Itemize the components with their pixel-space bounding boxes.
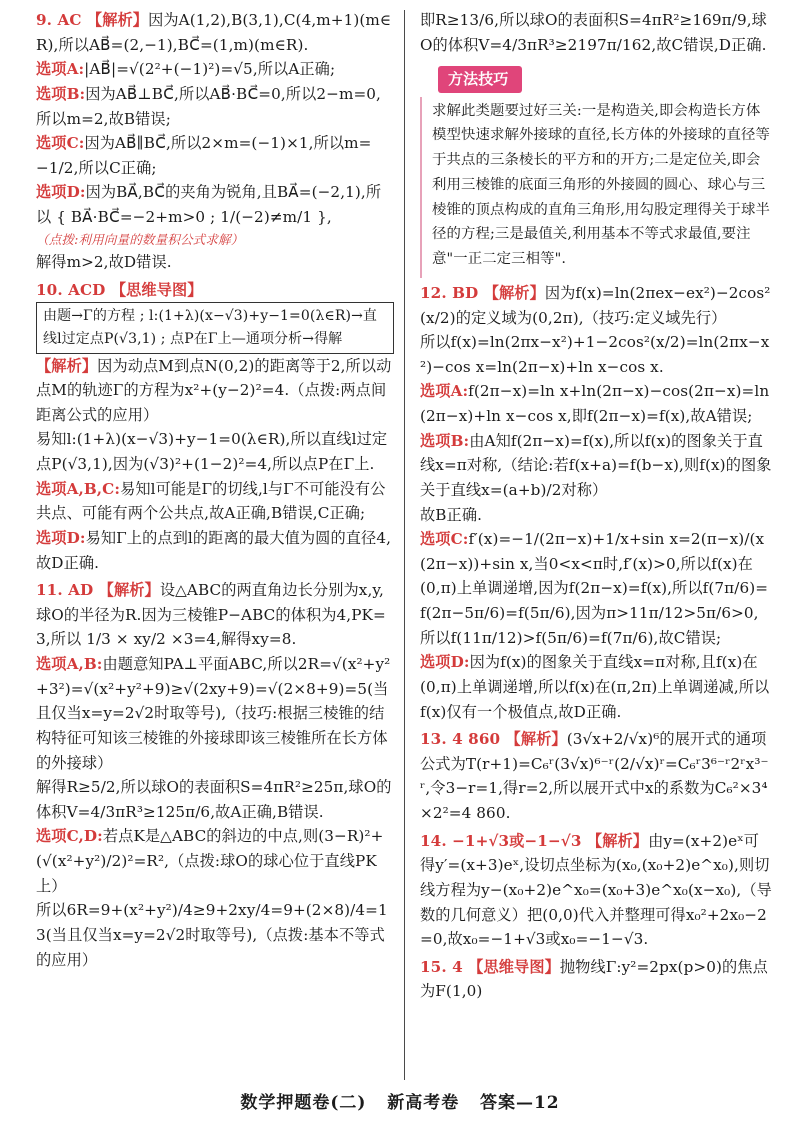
q10-optABC-label: 选项A,B,C: — [36, 479, 121, 498]
q10-analysis-label: 【解析】 — [36, 356, 98, 375]
q10-mindmap: 由题→Γ的方程 ; l:(1+λ)(x−√3)+y−1=0(λ∈R)→直线l过定点P(√3,1) ; 点P在Γ上—通项分析→得解 — [36, 302, 394, 353]
q11-cd-derivation: 所以6R=9+(x²+y²)/4≥9+2xy/4=9+(2×8)/4=13(当且仅当x=y=2√2时取等号),（点拨:基本不等式的应用） — [36, 901, 388, 969]
q12-optA-text: f(2π−x)=ln x+ln(2π−x)−cos(2π−x)=ln(2π−x)+ln x−cos x,即f(2π−x)=f(x),故A错误; — [420, 382, 770, 426]
q9-text: 因为A(1,2),B(3,1),C(4,m+1)(m∈R),所以AB⃗=(2,−1),BC⃗=(1,m)(m∈R). — [36, 11, 392, 54]
footer-page-number: 答案—12 — [479, 1093, 560, 1113]
q10-analysis-text: 因为动点M到点N(0,2)的距离等于2,所以动点M的轨迹Γ的方程为x²+(y−2)²=4.（点拨:两点间距离公式的应用） — [36, 356, 392, 424]
q12-text: 因为f(x)=ln(2πex−ex²)−2cos²(x/2)的定义域为(0,2π),（技巧:定义域先行） — [420, 283, 771, 327]
method-tips-text: 求解此类题要过好三关:一是构造关,即会构造长方体模型快速求解外接球的直径,长方体的外接球的直径等于共点的三条棱长的平方和的开方;二是定位关,即会利用三棱锥的底面三角形的外接圆的圆心、球心与三棱锥的顶点构成的直角三角形,用勾股定理得关于球半径的方程;三是最值关,利用基本不等式求最值,要注意"一正二定三相等". — [432, 102, 770, 268]
q14-block — [420, 829, 772, 952]
q11-optAB-label: 选项A,B: — [36, 655, 103, 674]
q9-optD-text: 因为BA⃗,BC⃗的夹角为锐角,且BA⃗=(−2,1),所以 { BA⃗·BC⃗=−2+m>0 ; 1/(−2)≠m/1 }, — [36, 183, 382, 226]
q11-cd-result: 即R≥13/6,所以球O的表面积S=4πR²≥169π/9,球O的体积V=4/3πR³≥2197π/162,故C错误,D正确. — [420, 11, 767, 54]
column-divider — [404, 10, 405, 1080]
q11-optAB-text: 由题意知PA⊥平面ABC,所以2R=√(x²+y²+3²)=√(x²+y²+9)≥√(2xy+9)=√(2×8+9)=5(当且仅当x=y=2√2时取等号),（技巧:根据三棱锥的结构特征可知该三棱锥的外接球即该三棱锥所在长方体的外接球） — [36, 655, 391, 772]
q13-block — [420, 727, 772, 826]
q11-continued — [420, 8, 772, 57]
q12-optD-text: 因为f(x)的图象关于直线x=π对称,且f(x)在(0,π)上单调递增,所以f(x)在(π,2π)上单调递减,所以f(x)仅有一个极值点,故D正确. — [420, 653, 770, 721]
q9-optC-label: 选项C: — [36, 134, 85, 153]
q12-simplify: 所以f(x)=ln(2πx−x²)+1−2cos²(x/2)=ln(2πx−x²)−cos x=ln(2π−x)+ln x−cos x. — [420, 333, 770, 376]
q10-optD-text: 易知Γ上的点到l的距离的最大值为圆的直径4,故D正确. — [36, 528, 392, 572]
q9-conclusion: 解得m>2,故D错误. — [36, 253, 172, 272]
q11-block — [36, 578, 394, 972]
q15-label: 15. 4 【思维导图】 — [420, 957, 560, 976]
q12-optB-label: 选项B: — [420, 431, 470, 450]
q9-optA-text: |AB⃗|=√(2²+(−1)²)=√5,所以A正确; — [84, 60, 336, 79]
q9-note: （点拨:利用向量的数量积公式求解） — [36, 231, 244, 247]
q9-optB-label: 选项B: — [36, 84, 86, 103]
q13-label: 13. 4 860 【解析】 — [420, 730, 567, 749]
right-column — [420, 8, 772, 1007]
q12-block — [420, 281, 772, 724]
q10-line: 易知l:(1+λ)(x−√3)+y−1=0(λ∈R),所以直线l过定点P(√3,1),因为(√3)²+(1−2)²=4,所以点P在Γ上. — [36, 430, 388, 474]
q12-optD-label: 选项D: — [420, 653, 470, 672]
q11-optCD-text: 若点K是△ABC的斜边的中点,则(3−R)²+(√(x²+y²)/2)²=R²,（点拨:球O的球心位于直线PK上） — [36, 827, 384, 895]
footer-title: 数学押题卷(二) — [240, 1093, 367, 1113]
method-tips — [420, 60, 772, 278]
q14-text: 由y=(x+2)eˣ可得y′=(x+3)eˣ,设切点坐标为(x₀,(x₀+2)e^x₀),则切线方程为y−(x₀+2)e^x₀=(x₀+3)e^x₀(x−x₀),（导数的几何意义）把(0,0)代入并整理可得x₀²+2x₀−2=0,故x₀=−1+√3或x₀=−1−√3. — [420, 831, 772, 949]
left-column — [36, 8, 394, 975]
q12-optA-label: 选项A: — [420, 382, 469, 401]
q12-label: 12. BD 【解析】 — [420, 283, 545, 302]
q10-label: 10. ACD 【思维导图】 — [36, 280, 203, 299]
q10-optABC-text: 易知l可能是Γ的切线,l与Γ不可能没有公共点、可能有两个公共点,故A正确,B错误,C正确; — [36, 479, 386, 523]
q11-text: 设△ABC的两直角边长分别为x,y,球O的半径为R.因为三棱锥P−ABC的体积为4,PK=3,所以 1/3 × xy/2 ×3=4,解得xy=8. — [36, 581, 386, 649]
q9-block — [36, 8, 394, 275]
page-footer — [0, 1088, 800, 1113]
footer-exam: 新高考卷 — [387, 1093, 460, 1113]
q11-optCD-label: 选项C,D: — [36, 827, 103, 846]
q9-optC-text: 因为AB⃗∥BC⃗,所以2×m=(−1)×1,所以m=−1/2,所以C正确; — [36, 134, 372, 177]
q13-text: (3√x+2/√x)⁶的展开式的通项公式为T(r+1)=C₆ʳ(3√x)⁶⁻ʳ(2/√x)ʳ=C₆ʳ3⁶⁻ʳ2ʳx³⁻ʳ,令3−r=1,得r=2,所以展开式中x的系数为C₆²×3⁴×2²=4 860. — [420, 730, 769, 823]
q10-block — [36, 278, 394, 576]
q12-optB-text: 由A知f(2π−x)=f(x),所以f(x)的图象关于直线x=π对称,（结论:若f(x+a)=f(b−x),则f(x)的图象关于直线x=(a+b)/2对称） — [420, 431, 772, 499]
q12-b-result: 故B正确. — [420, 505, 483, 524]
q15-text: 抛物线Γ:y²=2px(p>0)的焦点为F(1,0) — [420, 957, 768, 1001]
q12-optC-label: 选项C: — [420, 530, 469, 549]
q9-label: 9. AC 【解析】 — [36, 11, 149, 29]
q9-optD-label: 选项D: — [36, 183, 86, 202]
method-tips-heading: 方法技巧 — [438, 66, 522, 92]
q9-optA-label: 选项A: — [36, 60, 85, 79]
q9-optB-text: 因为AB⃗⊥BC⃗,所以AB⃗·BC⃗=0,所以2−m=0,所以m=2,故B错误; — [36, 84, 381, 128]
q14-label: 14. −1+√3或−1−√3 【解析】 — [420, 831, 649, 850]
q11-ab-result: 解得R≥5/2,所以球O的表面积S=4πR²≥25π,球O的体积V=4/3πR³≥125π/6,故A正确,B错误. — [36, 778, 392, 821]
q15-block — [420, 955, 772, 1004]
q11-label: 11. AD 【解析】 — [36, 581, 160, 600]
q12-optC-text: f′(x)=−1/(2π−x)+1/x+sin x=2(π−x)/(x(2π−x))+sin x,当0<x<π时,f′(x)>0,所以f(x)在(0,π)上单调递增,因为f(2π−x)=f(x),所以f(7π/6)=f(2π−5π/6)=f(5π/6),因为π>11π/12>5π/6>0,所以f(11π/12)>f(5π/6)=f(7π/6),故C错误; — [420, 530, 769, 647]
q10-optD-label: 选项D: — [36, 528, 86, 547]
